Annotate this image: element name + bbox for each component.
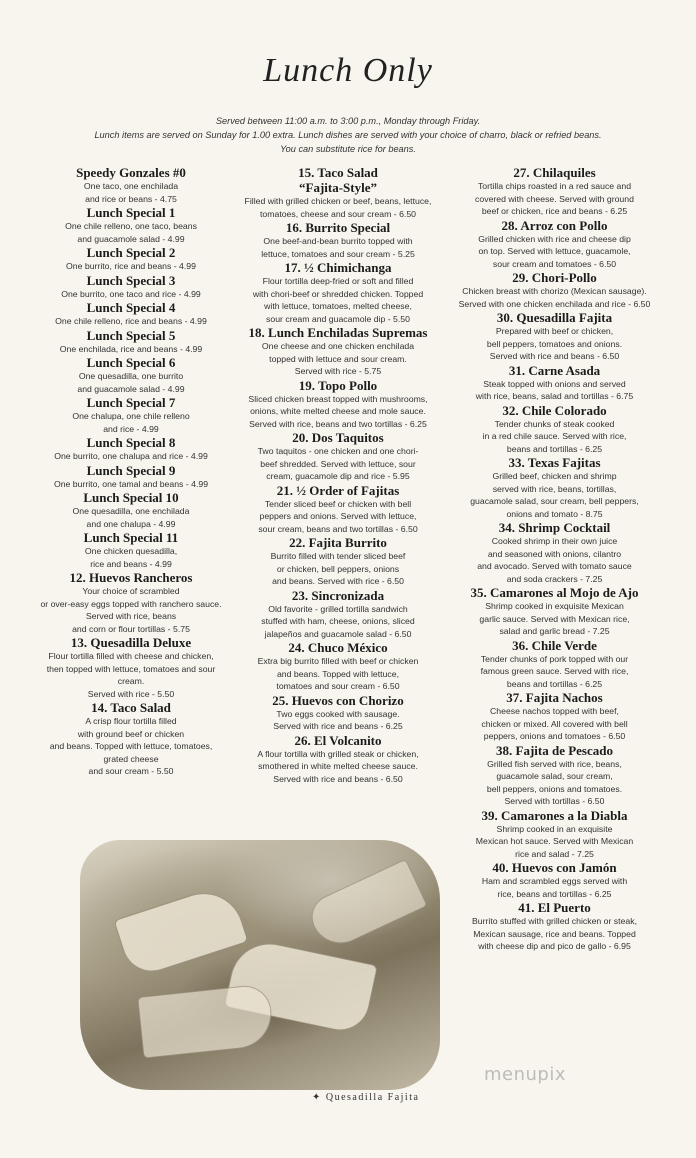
quesadilla-photo: [80, 840, 440, 1090]
menu-item-name: 41. El Puerto: [518, 900, 591, 915]
menu-item: [32, 300, 230, 328]
menu-item-description: Cooked shrimp in their own juice and seasoned with onions, cilantro and avocado. Served with tomato sauce and soda crackers - 7.25: [477, 536, 632, 584]
menu-item-description: One quesadilla, one burrito and guacamole salad - 4.99: [77, 371, 185, 394]
menu-item: [233, 535, 443, 588]
menu-item-name: Lunch Special 11: [83, 530, 179, 545]
menu-item: [233, 693, 443, 733]
menu-item-description: Tender sliced beef or chicken with bell peppers and onions. Served with lettuce, sour cream, beans and two tortillas - 6.50: [258, 498, 418, 534]
menu-item: [447, 690, 662, 743]
photo-caption: ✦ Quesadilla Fajita: [312, 1092, 420, 1103]
menu-item-description: Two taquitos - one chicken and one chori- beef shredded. Served with lettuce, sour cream, guacamole dip and rice - 5.95: [257, 446, 419, 481]
menu-item: [233, 733, 443, 786]
menu-item-description: Extra big burrito filled with beef or chicken and beans. Topped with lettuce, tomatoes and sour cream - 6.50: [257, 656, 419, 691]
menu-item-name: 17. ½ Chimichanga: [284, 260, 392, 275]
menu-item-description: Prepared with beef or chicken, bell peppers, tomatoes and onions. Served with rice and beans - 6.50: [486, 326, 623, 361]
menu-item: [32, 165, 230, 205]
menu-column-1: [32, 165, 230, 778]
menu-item-description: Filled with grilled chicken or beef, beans, lettuce, tomatoes, cheese and sour cream - 6.50: [244, 196, 432, 219]
menu-item-description: Tender chunks of pork topped with our famous green sauce. Served with rice, beans and tortillas - 6.25: [480, 653, 629, 689]
menu-item: [233, 165, 443, 220]
menu-item-name: Lunch Special 10: [83, 490, 179, 505]
menu-item-description: Sliced chicken breast topped with mushrooms, onions, white melted cheese and mole sauce. Served with rice, beans and two tortillas - 6.25: [248, 393, 428, 429]
menu-item: [447, 808, 662, 861]
menu-item-description: Burrito stuffed with grilled chicken or steak, Mexican sausage, rice and beans. Topped with cheese dip and pico de gallo - 6.95: [472, 916, 637, 951]
menu-item-description: One burrito, one taco and rice - 4.99: [61, 288, 201, 299]
menu-item: [233, 640, 443, 693]
menu-item: [32, 635, 230, 700]
menu-item-description: A flour tortilla with grilled steak or chicken, smothered in white melted cheese sauce. Served with rice and beans - 6.50: [257, 748, 419, 784]
menu-item-description: One enchilada, rice and beans - 4.99: [59, 343, 203, 354]
menu-item: [32, 490, 230, 530]
menu-item-name: 28. Arroz con Pollo: [501, 217, 608, 233]
menu-item: [32, 273, 230, 301]
menu-item: [447, 403, 662, 456]
menu-item-name: Speedy Gonzales #0: [76, 165, 186, 180]
menu-item: [447, 363, 662, 403]
menu-item-name: Lunch Special 8: [86, 435, 176, 450]
menu-item: [32, 700, 230, 778]
menu-item: [447, 165, 662, 218]
menu-item: [447, 520, 662, 585]
menu-item: [233, 378, 443, 431]
menu-item: [233, 483, 443, 536]
menu-item: [447, 860, 662, 900]
menu-item-description: Two eggs cooked with sausage. Served with rice and beans - 6.25: [273, 708, 403, 731]
menu-item-name: Lunch Special 4: [86, 300, 176, 315]
menu-item-description: One chile relleno, rice and beans - 4.99: [55, 316, 207, 326]
menu-item-name: 31. Carne Asada: [508, 362, 601, 378]
menu-item-description: Ham and scrambled eggs served with rice, beans and tortillas - 6.25: [481, 876, 628, 899]
menu-item: [32, 435, 230, 463]
menu-item-description: Tender chunks of steak cooked in a red chile sauce. Served with rice, beans and tortillas - 6.25: [482, 418, 627, 454]
menu-item-name: 16. Burrito Special: [285, 220, 391, 235]
menu-item-name: Lunch Special 7: [86, 395, 176, 410]
menu-item-name: 24. Chuco México: [288, 640, 388, 655]
menu-item-description: Tortilla chips roasted in a red sauce and covered with cheese. Served with ground beef or chicken, rice and beans - 6.25: [475, 181, 634, 216]
menu-item-description: Chicken breast with chorizo (Mexican sausage). Served with one chicken enchilada and rice - 6.50: [458, 286, 651, 309]
menu-item-name: 21. ½ Order of Fajitas: [276, 482, 400, 498]
menu-item: [447, 585, 662, 638]
menu-column-2: [233, 165, 443, 785]
menu-item-name: Lunch Special 6: [86, 355, 176, 370]
menu-item: [32, 245, 230, 273]
menu-item-name: Lunch Special 9: [86, 462, 176, 478]
menu-item-description: One taco, one enchilada and rice or beans - 4.75: [83, 181, 179, 204]
menu-item: [233, 325, 443, 378]
menu-item: [32, 355, 230, 395]
menu-item-description: One chalupa, one chile relleno and rice - 4.99: [72, 411, 190, 434]
menu-item-name: 40. Huevos con Jamón: [492, 860, 617, 875]
menu-item-description: Old favorite - grilled tortilla sandwich stuffed with ham, cheese, onions, sliced jalapeños and guacamole salad - 6.50: [261, 603, 415, 639]
menu-item: [32, 463, 230, 491]
intro-line: You can substitute rice for beans.: [280, 144, 416, 154]
menu-item-name: 12. Huevos Rancheros: [69, 570, 193, 585]
menu-item-name: 19. Topo Pollo: [298, 377, 378, 393]
menu-item-description: One burrito, one chalupa and rice - 4.99: [54, 451, 208, 461]
menu-item-description: One cheese and one chicken enchilada topped with lettuce and sour cream. Served with rice - 5.75: [261, 341, 415, 376]
intro-line: Served between 11:00 a.m. to 3:00 p.m., Monday through Friday.: [215, 116, 481, 126]
menu-item-description: Shrimp cooked in an exquisite Mexican hot sauce. Served with Mexican rice and salad - 7.25: [475, 823, 634, 859]
menu-item-name: Lunch Special 2: [86, 245, 176, 260]
menu-item-name: Lunch Special 3: [86, 272, 176, 288]
menu-item-description: Burrito filled with tender sliced beef or chicken, bell peppers, onions and beans. Served with rice - 6.50: [270, 551, 406, 586]
menu-item-description: Shrimp cooked in exquisite Mexican garlic sauce. Served with Mexican rice, salad and garlic bread - 7.25: [479, 601, 630, 636]
intro-line: Lunch items are served on Sunday for 1.00 extra. Lunch dishes are served with your choice of charro, black or refried beans.: [94, 130, 602, 140]
menu-item: [32, 570, 230, 635]
menu-item: [447, 638, 662, 691]
menu-item-name: 32. Chile Colorado: [502, 402, 607, 418]
page-title: Lunch Only: [263, 52, 433, 89]
menu-item-name: 39. Camarones a la Diabla: [481, 807, 628, 823]
menu-item: [32, 395, 230, 435]
menu-item-name: 25. Huevos con Chorizo: [272, 692, 404, 708]
menu-item: [32, 205, 230, 245]
menu-item: [233, 220, 443, 260]
menu-item: [447, 743, 662, 808]
menu-item-description: One burrito, rice and beans - 4.99: [66, 261, 196, 271]
menu-item: [447, 455, 662, 520]
menu-item-name: Lunch Special 5: [86, 327, 176, 343]
menu-item-name: 18. Lunch Enchiladas Supremas: [248, 325, 428, 340]
menu-item-description: Flour tortilla filled with cheese and chicken, then topped with lettuce, tomatoes and sour cream. Served with rice - 5.50: [46, 651, 216, 699]
menu-item: [233, 588, 443, 641]
menu-item-name: 22. Fajita Burrito: [289, 535, 387, 550]
menu-item-description: Grilled beef, chicken and shrimp served with rice, beans, tortillas, guacamole salad, sour cream, bell peppers, onions and tomato - 8.75: [470, 471, 639, 519]
menu-item-description: Cheese nachos topped with beef, chicken or mixed. All covered with bell peppers, onions and tomatoes - 6.50: [481, 706, 628, 741]
menu-item: [32, 530, 230, 570]
menu-item: [447, 900, 662, 953]
menu-item-name: 37. Fajita Nachos: [506, 690, 603, 705]
menu-item-description: Flour tortilla deep-fried or soft and filled with chori-beef or shredded chicken. Topped with lettuce, tomatoes, melted cheese, sour cream and guacamole dip - 5.50: [252, 276, 424, 324]
menu-column-3: [447, 165, 662, 953]
menu-item: [447, 270, 662, 310]
menu-item-name: 30. Quesadilla Fajita: [496, 310, 613, 325]
menu-item-name: 33. Texas Fajitas: [508, 455, 601, 470]
menu-item-name: 34. Shrimp Cocktail: [498, 520, 611, 535]
intro-note: [60, 114, 636, 156]
menu-item-name: Lunch Special 1: [86, 205, 176, 220]
menu-item-description: One chicken quesadilla, rice and beans - 4.99: [84, 546, 178, 569]
menu-item-description: A crisp flour tortilla filled with ground beef or chicken and beans. Topped with lettuce, tomatoes, grated cheese and sour cream - 5.50: [49, 716, 213, 776]
menu-item-description: One burrito, one tamal and beans - 4.99: [53, 478, 209, 489]
menu-item-name: 13. Quesadilla Deluxe: [70, 635, 192, 650]
menu-item: [447, 218, 662, 271]
menu-item-description: Grilled fish served with rice, beans, guacamole salad, sour cream, bell peppers, onions and tomatoes. Served with tortillas - 6.50: [486, 758, 623, 806]
menu-item-name: 38. Fajita de Pescado: [496, 742, 613, 758]
watermark-logo: menupix: [484, 1064, 567, 1085]
menu-item-name: 35. Camarones al Mojo de Ajo: [470, 585, 639, 600]
menu-item-name: 27. Chilaquiles: [513, 165, 596, 180]
menu-item-description: One chile relleno, one taco, beans and guacamole salad - 4.99: [65, 221, 197, 244]
menu-item: [32, 328, 230, 356]
menu-item-name: 23. Sincronizada: [291, 587, 385, 603]
menu-item: [233, 430, 443, 483]
menu-item: [233, 260, 443, 325]
menu-item-name: 14. Taco Salad: [91, 700, 171, 715]
menu-item-description: One quesadilla, one enchilada and one chalupa - 4.99: [72, 506, 190, 529]
menu-item: [447, 310, 662, 363]
menu-item-name: 26. El Volcanito: [294, 732, 382, 748]
menu-item-description: Your choice of scrambled or over-easy eggs topped with ranchero sauce. Served with rice, beans and corn or flour tortillas - 5.75: [40, 586, 222, 634]
menu-item-name: 15. Taco Salad “Fajita-Style”: [298, 165, 378, 195]
menu-item-description: Grilled chicken with rice and cheese dip on top. Served with lettuce, guacamole, sour cream and tomatoes - 6.50: [478, 233, 631, 269]
menu-item-description: One beef-and-bean burrito topped with lettuce, tomatoes and sour cream - 5.25: [261, 236, 415, 259]
menu-item-name: 29. Chori-Pollo: [512, 270, 597, 285]
menu-item-name: 20. Dos Taquitos: [292, 430, 384, 445]
menu-item-description: Steak topped with onions and served with rice, beans, salad and tortillas - 6.75: [475, 378, 634, 401]
menu-item-name: 36. Chile Verde: [512, 637, 597, 653]
